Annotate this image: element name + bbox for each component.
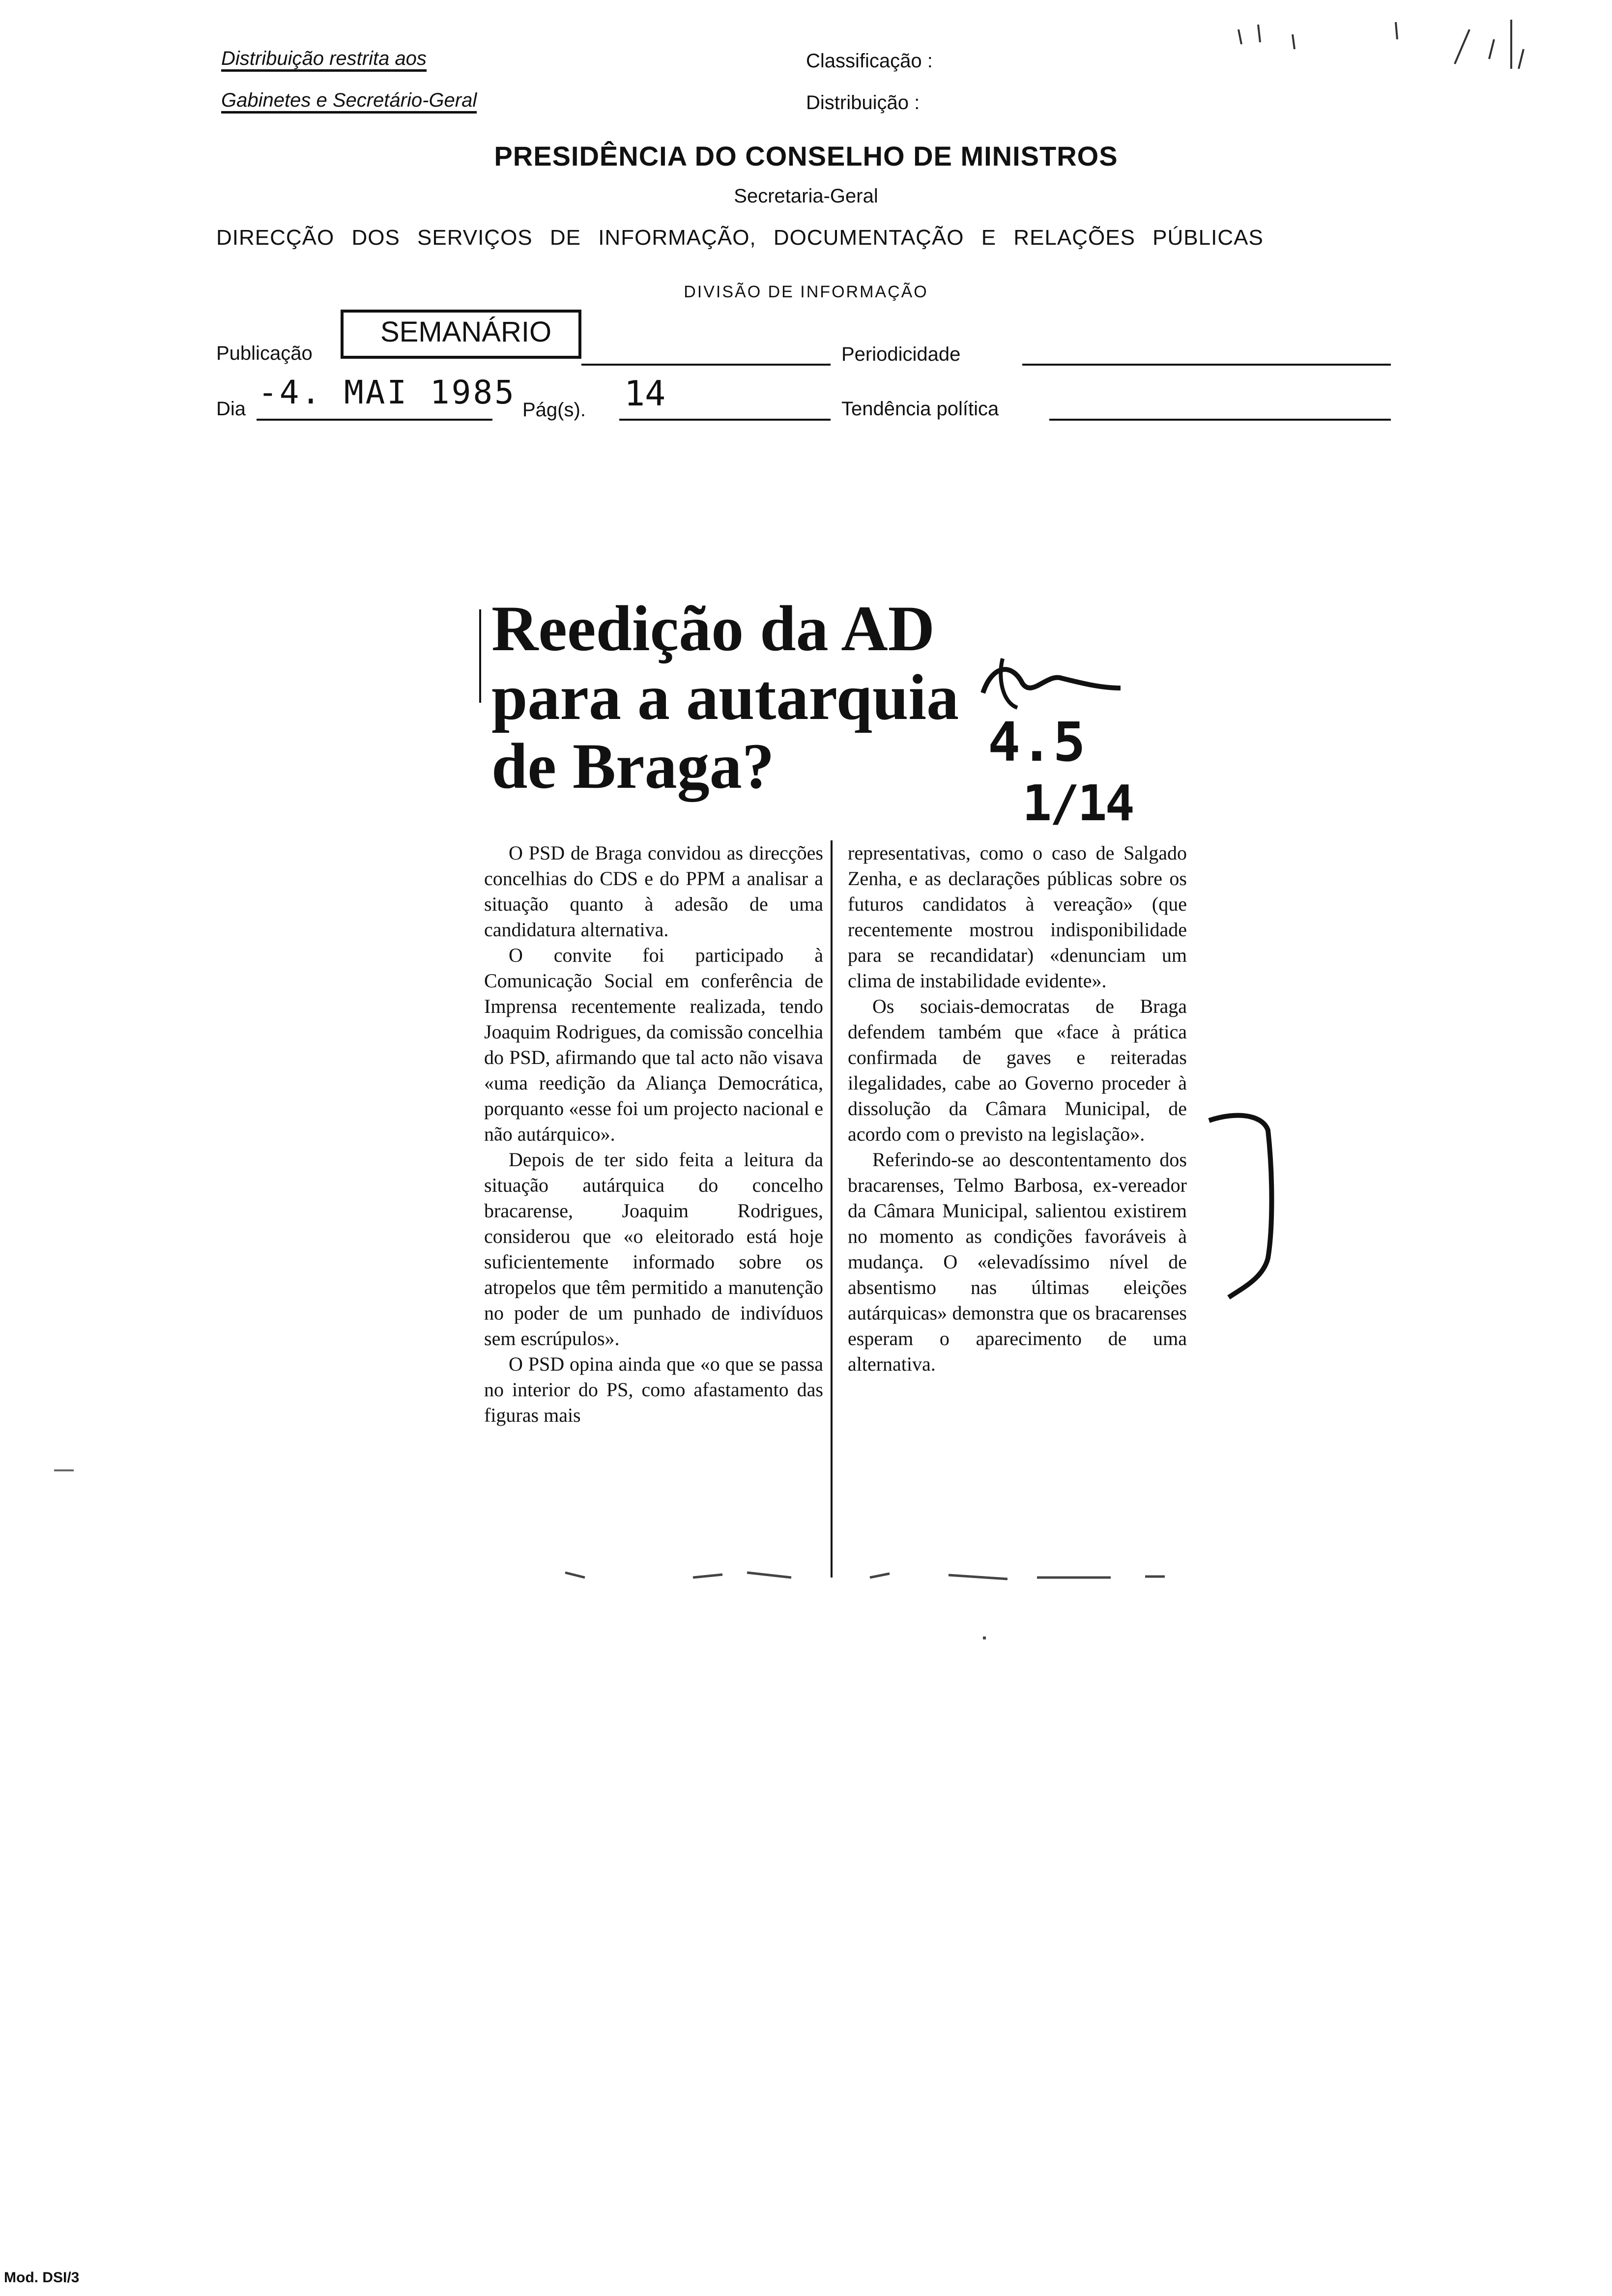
col2-paragraph-3: Referindo-se ao descontentamento dos bracarenses, Telmo Barbosa, ex-vereador da Câmara Municipal, salientou existirem no momento as condições favoráveis à mudança. O «elevadíssimo nível de absentismo nas últimas eleições autárquicas» demonstra que os bracarenses esperam o aparecimento de uma alternativa. [848,1148,1187,1375]
restricted-line-1 [221,47,427,70]
article-column-2 [848,840,1187,1377]
margin-bracket [1199,1101,1288,1307]
pags-line [619,419,831,421]
form-code: Mod. DSI/3 [4,2269,80,2286]
classificacao-label: Classificação : [806,50,933,72]
headline-line-3: de Braga? [491,730,775,802]
publicacao-label: Publicação [216,343,313,364]
division-line: DIVISÃO DE INFORMAÇÃO [684,283,928,301]
stray-marks-top [1229,10,1533,79]
dia-label: Dia [216,398,246,420]
restricted-line-2 [221,88,477,112]
col1-paragraph-3: Depois de ter sido feita a leitura da situação autárquica do concelho bracarense, Joaquim Rodrigues, considerou que «o eleitorado está hoje suficientemente informado sobre os atropelos que têm permitido a manutenção no poder de um punhado de indivíduos sem escrúpulos». [484,1148,823,1349]
stray-dot [983,1636,986,1639]
stray-dash [54,1469,74,1471]
col1-paragraph-1: O PSD de Braga convidou as direcções concelhias do CDS e do PPM a analisar a situação quanto à adesão de uma candidatura alternativa. [484,842,823,941]
tendencia-label: Tendência política [841,398,999,420]
dia-line [257,419,492,421]
article-column-1 [484,840,823,1428]
dia-value: -4. MAI 1985 [258,373,516,411]
publicacao-box [341,310,581,359]
org-subtitle: Secretaria-Geral [734,185,878,207]
distribuicao-label: Distribuição : [806,92,920,114]
col1-paragraph-2: O convite foi participado à Comunicação Social em conferência de Imprensa recentemente realizada, tendo Joaquim Rodrigues, da comissão concelhia do PSD, afirmando que tal acto não visava «uma reedição da Aliança Democrática, porquanto «esse foi um projecto nacional e não autárquico». [484,944,823,1145]
pags-label: Pág(s). [522,399,586,421]
column-rule [831,840,833,1578]
clipping-bottom-noise [516,1563,1189,1602]
headline-rule [479,609,481,703]
direction-line: DIRECÇÃO DOS SERVIÇOS DE INFORMAÇÃO, DOCUMENTAÇÃO E RELAÇÕES PÚBLICAS [216,226,1264,250]
periodicidade-line [1022,364,1391,366]
periodicidade-label: Periodicidade [841,344,961,365]
col1-paragraph-4: O PSD opina ainda que «o que se passa no interior do PS, como afastamento das figuras mais [484,1353,823,1426]
handwritten-margin-note: 4.5 [988,711,1086,774]
col2-paragraph-1: representativas, como o caso de Salgado Zenha, e as declarações públicas sobre os futuros candidatos à vereação» (que recentemente mostrou indisponibilidade para se recandidatar) «denunciam um clima de instabilidade evidente». [848,842,1187,992]
publicacao-value: SEMANÁRIO [380,316,552,348]
restricted-line-2-text: Gabinetes e Secretário-Geral [221,89,477,114]
headline-line-1: Reedição da AD [491,592,935,664]
col2-paragraph-2: Os sociais-democratas de Braga defendem também que «face à prática confirmada de gaves e reiteradas ilegalidades, cabe ao Governo proceder à dissolução da Câmara Municipal, de acordo com o previsto na legislação». [848,995,1187,1145]
handwritten-page-note: 1/14 [1022,775,1133,832]
pags-value: 14 [624,373,666,414]
headline-line-2: para a autarquia [491,661,959,733]
org-title: PRESIDÊNCIA DO CONSELHO DE MINISTROS [494,141,1118,172]
tendencia-line [1049,419,1391,421]
publicacao-line [581,364,831,366]
restricted-line-1-text: Distribuição restrita aos [221,48,427,72]
